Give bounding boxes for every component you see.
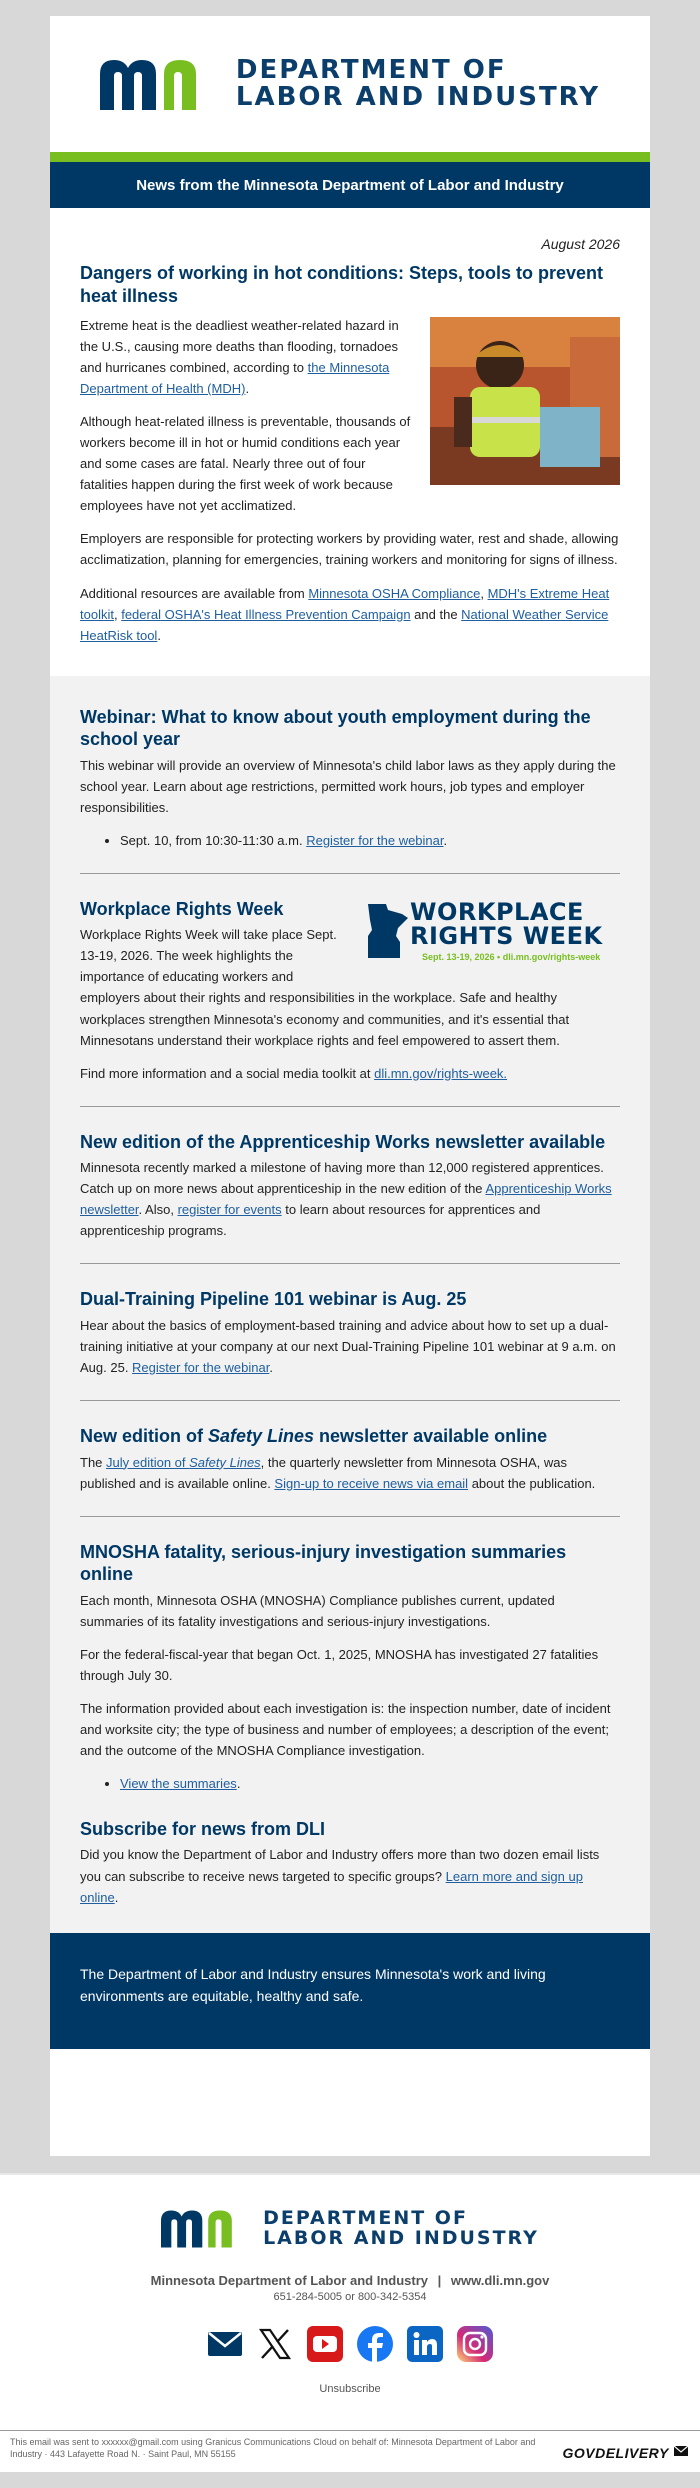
- safety-p-a: The: [80, 1454, 107, 1470]
- linkedin-icon[interactable]: [406, 2325, 444, 2363]
- workplace-rights-week-logo: [364, 897, 620, 966]
- webinar-bullet-end: .: [443, 832, 448, 848]
- safety-p-c: about the publication.: [468, 1475, 596, 1491]
- heat-p4-e: .: [157, 627, 161, 643]
- dual-p-a: Hear about the basics of employment-based training and advice about how to set up a dual-training initiative at your company at our next Dual-Training Pipeline 101 webinar at 9 a.m. on Aug. 25.: [80, 1317, 616, 1375]
- footer-org: Minnesota Department of Labor and Industry: [150, 2272, 428, 2288]
- wrw-title: Workplace Rights Week: [80, 898, 284, 919]
- wrw-p2-text: Find more information and a social media toolkit at: [80, 1065, 375, 1081]
- safety-link-text: July edition of: [106, 1454, 190, 1470]
- mdh-heat-toolkit-link[interactable]: MDH's Extreme Heat toolkit: [80, 585, 610, 622]
- news-banner: News from the Minnesota Department of Labor and Industry: [50, 162, 650, 208]
- social-links: [0, 2325, 700, 2363]
- wrw-p2: [80, 1063, 620, 1084]
- mnosha-compliance-link[interactable]: Minnesota OSHA Compliance: [308, 585, 481, 601]
- envelope-icon: [674, 2445, 688, 2457]
- dli-logo[interactable]: [50, 16, 650, 152]
- instagram-icon[interactable]: [456, 2325, 494, 2363]
- heat-title: Dangers of working in hot conditions: Steps, tools to prevent heat illness: [80, 263, 604, 306]
- mnosha-title: MNOSHA fatality, serious-injury investigation summaries online: [80, 1541, 567, 1585]
- apprenticeship-title: New edition of the Apprenticeship Works newsletter available: [80, 1131, 606, 1152]
- divider: [80, 1516, 620, 1517]
- heat-p4: [80, 583, 620, 646]
- dual-register-link[interactable]: Register for the webinar: [132, 1359, 270, 1375]
- safety-title-italic: Safety Lines: [208, 1426, 315, 1446]
- heat-p3: Employers are responsible for protecting workers by providing water, rest and shade, allowing acclimatization, planning for emergencies, training workers and monitoring for signs of illness.: [80, 531, 619, 568]
- mnosha-p3: The information provided about each investigation is: the inspection number, date of incident and worksite city; the type of business and number of employees; a description of the event; and the outcome of the MNOSHA Compliance investigation.: [80, 1700, 611, 1758]
- footer-dli-logo[interactable]: [0, 2175, 700, 2249]
- footer-divider-line: [0, 2430, 700, 2431]
- minnesota-map-icon: [364, 902, 410, 960]
- safety-title-a: New edition of: [80, 1426, 208, 1446]
- mn-logo-icon: [161, 2210, 251, 2248]
- wrw-p1: Workplace Rights Week will take place Sept. 13-19, 2026. The week highlights the importance of educating workers and employers about their rights and responsibilities in the workplace. Safe and healthy workplaces strengthen Minnesota's economy and communities, and it's essential that Minnesotans understand their workplace rights and feel empowered to assert them.: [80, 927, 570, 1048]
- subscribe-p-a: Did you know the Department of Labor and Industry offers more than two dozen email lists you can subscribe to receive news targeted to specific groups?: [80, 1847, 600, 1884]
- mnosha-p1: Each month, Minnesota OSHA (MNOSHA) Compliance publishes current, updated summaries of its fatality investigations and serious-injury investigations.: [80, 1592, 555, 1629]
- x-icon[interactable]: [256, 2325, 294, 2363]
- mission-statement: The Department of Labor and Industry ensures Minnesota's work and living environments are equitable, healthy and safe.: [50, 1933, 650, 2049]
- webinar-p1: This webinar will provide an overview of Minnesota's child labor laws as they apply during the school year. Learn about age restrictions, permitted work hours, job types and employer responsibilities.: [80, 757, 616, 815]
- safety-p-b: , the quarterly newsletter from Minnesota OSHA, was published and is available online.: [80, 1454, 568, 1491]
- view-summaries-link[interactable]: View the summaries: [120, 1775, 237, 1791]
- dual-p-b: .: [269, 1359, 273, 1375]
- footer-logo-text: [263, 2209, 539, 2249]
- govdelivery-logo[interactable]: [562, 2445, 688, 2461]
- footer-logo-line2: LABOR AND INDUSTRY: [263, 2226, 539, 2249]
- footer-divider: |: [437, 2272, 442, 2288]
- heat-p1-end: .: [245, 381, 250, 397]
- wrw-logo-line1: WORKPLACE: [410, 897, 584, 926]
- worker-heat-photo: [430, 317, 620, 485]
- footer-org-line: [0, 2273, 700, 2288]
- divider: [80, 1106, 620, 1107]
- subscribe-p-b: .: [114, 1889, 119, 1905]
- email-card: [50, 16, 650, 2156]
- safety-lines-july-link[interactable]: [106, 1455, 261, 1470]
- divider: [80, 1400, 620, 1401]
- heat-p1-text: Extreme heat is the deadliest weather-related hazard in the U.S., causing more deaths than flooding, tornadoes and hurricanes combined, according to: [80, 318, 399, 376]
- nws-heatrisk-link[interactable]: National Weather Service HeatRisk tool: [80, 606, 609, 643]
- mdh-link[interactable]: the Minnesota Department of Health (MDH): [80, 360, 390, 397]
- federal-osha-link[interactable]: federal OSHA's Heat Illness Prevention Campaign: [121, 606, 411, 622]
- apprenticeship-newsletter-link[interactable]: Apprenticeship Works newsletter: [80, 1181, 612, 1218]
- footer-phone: 651-284-5005 or 800-342-5354: [273, 2290, 427, 2303]
- divider: [80, 1263, 620, 1264]
- webinar-title: Webinar: What to know about youth employment during the school year: [80, 706, 591, 750]
- webinar-date-item: [120, 830, 620, 851]
- view-summaries-item: [120, 1773, 620, 1794]
- wrw-section: [80, 898, 620, 1084]
- unsubscribe-link-wrap: [0, 2383, 700, 2395]
- safety-lines-p: [80, 1452, 620, 1494]
- safety-title-b: newsletter available online: [314, 1426, 548, 1446]
- heat-p2: Although heat-related illness is preventable, thousands of workers become ill in hot or humid conditions each year and some cases are fatal. Nearly three out of four fatalities happen during the first week of work because employees have not yet acclimatized.: [80, 414, 411, 514]
- subscribe-p: [80, 1844, 620, 1907]
- appr-p-a: Minnesota recently marked a milestone of having more than 12,000 registered apprentices. Catch up on more news about apprenticeship in the new edition of the: [80, 1160, 604, 1197]
- dli-logo-text: [235, 54, 601, 112]
- mnosha-list: [120, 1773, 620, 1794]
- wrw-logo-sub: Sept. 13-19, 2026 • dli.mn.gov/rights-week: [422, 951, 601, 962]
- unsubscribe-link[interactable]: Unsubscribe: [319, 2382, 381, 2395]
- divider: [80, 873, 620, 874]
- email-icon[interactable]: [206, 2325, 244, 2363]
- learn-sign-up-link[interactable]: Learn more and sign up online: [80, 1868, 583, 1905]
- heat-p4-c: ,: [113, 606, 122, 622]
- safety-link-italic: Safety Lines: [189, 1454, 261, 1470]
- dual-training-p: [80, 1315, 620, 1378]
- email-footer: [0, 2173, 700, 2472]
- sent-to-notice: This email was sent to xxxxxx@gmail.com using Granicus Communications Cloud on behalf of: Minnesota Department of Labor and Industry · 443 Lafayette Road N. · Saint Paul, MN 55155: [10, 2437, 536, 2459]
- wrw-logo-line2: RIGHTS WEEK: [410, 921, 603, 950]
- footer-logo-line1: DEPARTMENT OF: [263, 2207, 468, 2229]
- webinar-list: [120, 830, 620, 851]
- youtube-icon[interactable]: [306, 2325, 344, 2363]
- heat-p4-a: Additional resources are available from: [80, 585, 309, 601]
- heat-section: [50, 208, 650, 646]
- register-webinar-link[interactable]: Register for the webinar: [306, 832, 444, 848]
- safety-lines-title: [80, 1425, 620, 1448]
- appr-p-c: to learn about resources for apprentices and apprenticeship programs.: [80, 1202, 541, 1239]
- issue-date: August 2026: [541, 236, 620, 252]
- subscribe-title: Subscribe for news from DLI: [80, 1818, 326, 1839]
- signup-email-link[interactable]: Sign-up to receive news via email: [274, 1475, 469, 1491]
- register-events-link[interactable]: register for events: [177, 1202, 282, 1218]
- apprenticeship-p: [80, 1157, 620, 1241]
- logo-line2: LABOR AND INDUSTRY: [235, 82, 601, 112]
- appr-p-b: . Also,: [138, 1202, 178, 1218]
- heat-p4-b: ,: [480, 585, 488, 601]
- green-accent-bar: [50, 152, 650, 162]
- dual-training-title: Dual-Training Pipeline 101 webinar is Aug. 25: [80, 1289, 467, 1310]
- heat-p4-d: and the: [410, 606, 462, 622]
- mnosha-bullet-end: .: [236, 1775, 241, 1791]
- news-gray-section: [50, 676, 650, 1933]
- logo-line1: DEPARTMENT OF: [235, 54, 507, 85]
- footer-site-link[interactable]: www.dli.mn.gov: [450, 2272, 550, 2288]
- mn-logo-icon: [100, 58, 222, 110]
- webinar-date-text: Sept. 10, from 10:30-11:30 a.m.: [120, 832, 307, 848]
- mnosha-p2: For the federal-fiscal-year that began Oct. 1, 2025, MNOSHA has investigated 27 fatalities through July 30.: [80, 1646, 599, 1683]
- rights-week-link[interactable]: dli.mn.gov/rights-week.: [374, 1065, 508, 1081]
- facebook-icon[interactable]: [356, 2325, 394, 2363]
- govdelivery-text: GOVDELIVERY: [562, 2445, 669, 2461]
